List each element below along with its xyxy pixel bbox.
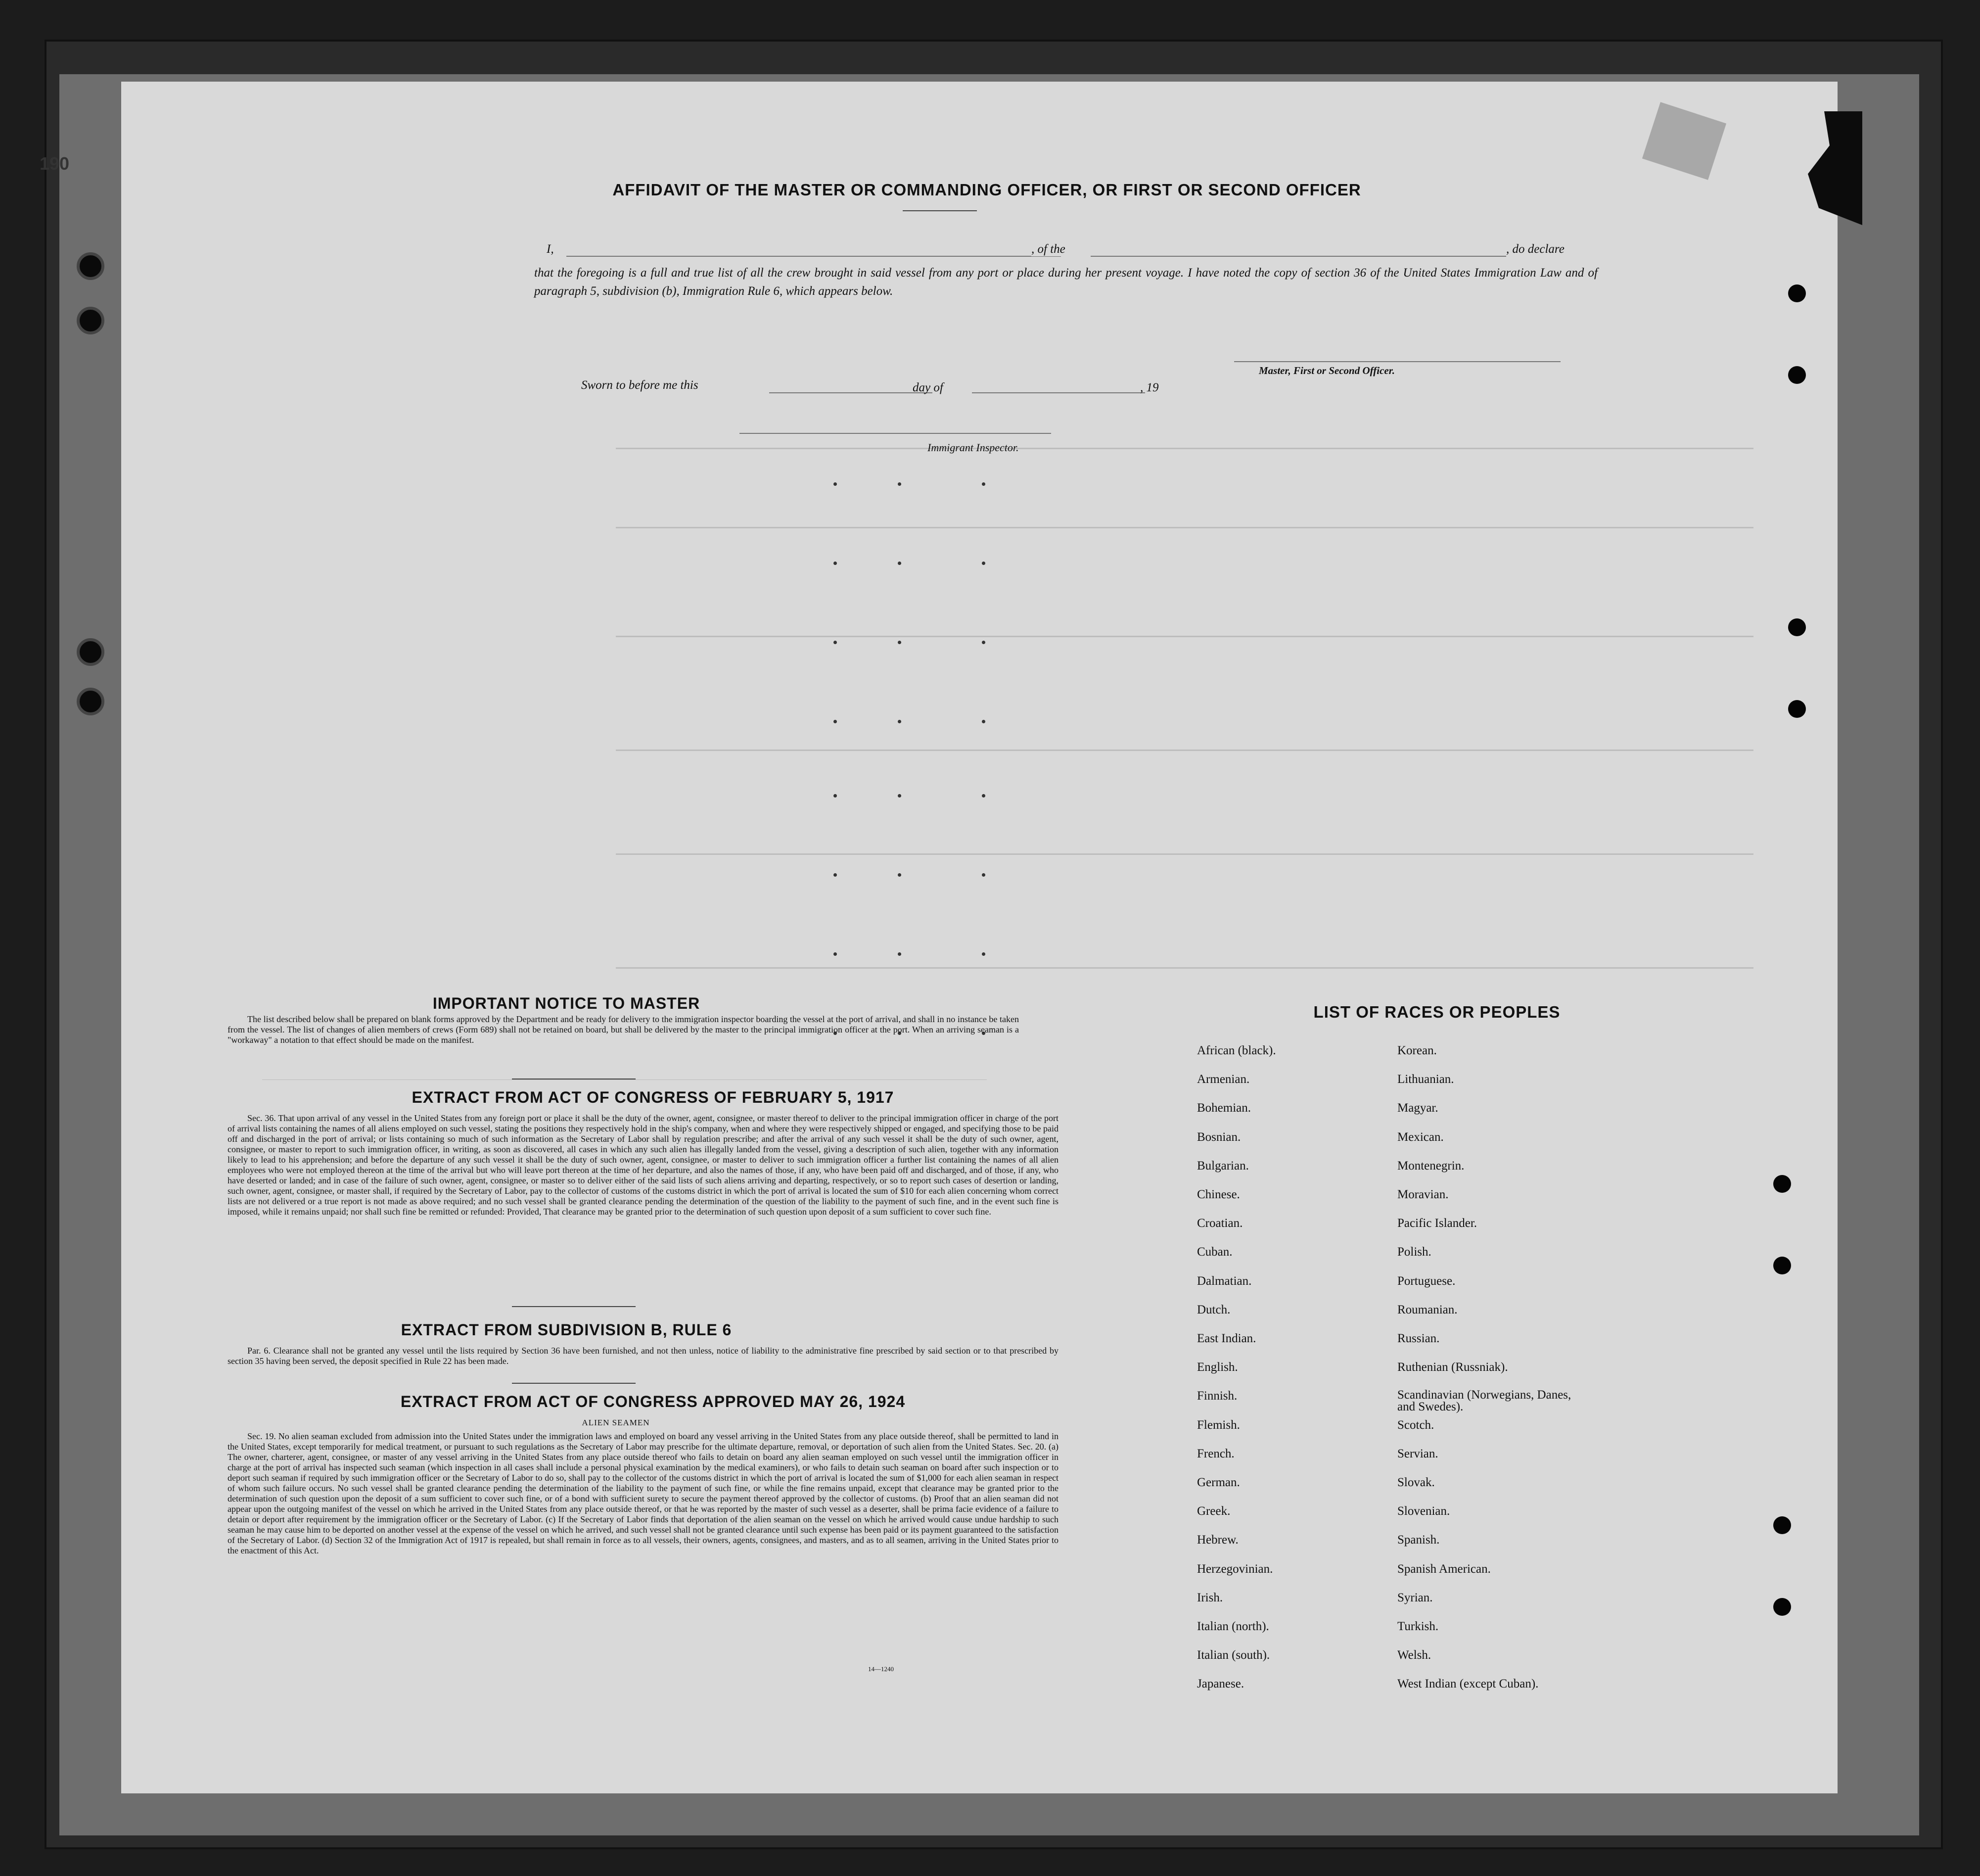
race-item: Herzegovinian. [1197, 1562, 1273, 1576]
race-item: Italian (north). [1197, 1620, 1269, 1633]
race-item: Turkish. [1397, 1620, 1439, 1633]
race-item: Japanese. [1197, 1677, 1244, 1691]
race-item: Finnish. [1197, 1389, 1238, 1403]
race-item: Spanish American. [1397, 1562, 1491, 1576]
race-item: Armenian. [1197, 1073, 1250, 1086]
torn-corner [1808, 111, 1862, 225]
race-item: Welsh. [1397, 1648, 1431, 1662]
divider [903, 210, 977, 211]
sworn-label: Sworn to before me this [581, 378, 698, 392]
inspector-label: Immigrant Inspector. [927, 441, 1019, 454]
punch-hole [1773, 1516, 1791, 1534]
form-number: 14—1240 [868, 1665, 894, 1673]
divider [512, 1306, 636, 1307]
bleed-through-line [616, 448, 1753, 449]
race-item: English. [1197, 1360, 1238, 1374]
race-item: Flemish. [1197, 1418, 1240, 1432]
rule6-text: Par. 6. Clearance shall not be granted any vessel until the lists required by Section 36 have been furnished, and not then unless, notice of liability to the administrative fine prescribed by said section or to that prescribed by section 35 having been served, the deposit specified in Rule 22 has been made. [228, 1346, 1059, 1366]
year-label: , 19 [1140, 381, 1159, 394]
race-item: Moravian. [1397, 1188, 1449, 1201]
race-item: Dalmatian. [1197, 1274, 1252, 1288]
race-item: Russian. [1397, 1332, 1440, 1345]
race-item: Bulgarian. [1197, 1159, 1249, 1172]
bleed-through-line [616, 636, 1753, 637]
punch-hole [1773, 1175, 1791, 1193]
race-item: German. [1197, 1476, 1240, 1489]
bleed-through-line [616, 750, 1753, 751]
race-item: African (black). [1197, 1044, 1276, 1057]
punch-hole [1788, 366, 1806, 384]
race-item: Dutch. [1197, 1303, 1231, 1316]
race-item: West Indian (except Cuban). [1397, 1677, 1539, 1691]
race-item: Hebrew. [1197, 1533, 1239, 1547]
race-item: Roumanian. [1397, 1303, 1458, 1316]
punch-hole [1773, 1257, 1791, 1274]
race-item: Greek. [1197, 1504, 1231, 1518]
punch-hole [1788, 700, 1806, 718]
race-item: Chinese. [1197, 1188, 1240, 1201]
binder-hole [77, 252, 104, 280]
race-item: French. [1197, 1447, 1235, 1460]
divider [512, 1383, 636, 1384]
inspector-signature-line [739, 433, 1051, 434]
race-item: Korean. [1397, 1044, 1437, 1057]
punch-hole [1788, 618, 1806, 636]
race-item: Slovenian. [1397, 1504, 1450, 1518]
race-item: Slovak. [1397, 1476, 1435, 1489]
race-item: Portuguese. [1397, 1274, 1456, 1288]
sworn-month-blank [972, 392, 1145, 393]
race-item: Syrian. [1397, 1591, 1433, 1604]
affidavit-declare: , do declare [1506, 242, 1565, 256]
race-item: Ruthenian (Russniak). [1397, 1360, 1508, 1374]
extract-1924-subtitle: ALIEN SEAMEN [582, 1418, 650, 1427]
race-item: Magyar. [1397, 1101, 1438, 1115]
race-item: East Indian. [1197, 1332, 1256, 1345]
binder-hole [77, 688, 104, 715]
bleed-through-line [616, 527, 1753, 528]
race-item: Cuban. [1197, 1245, 1233, 1259]
folded-corner [1642, 102, 1726, 180]
punch-hole [1788, 284, 1806, 302]
rule6-title: EXTRACT FROM SUBDIVISION B, RULE 6 [401, 1321, 732, 1339]
affidavit-i: I, [547, 242, 554, 256]
bleed-through-line [616, 853, 1753, 855]
page-fold-line [265, 1079, 987, 1080]
races-title: LIST OF RACES OR PEOPLES [1313, 1003, 1561, 1021]
race-item: Lithuanian. [1397, 1073, 1454, 1086]
punch-hole [1773, 1598, 1791, 1616]
affidavit-body: that the foregoing is a full and true list of all the crew brought in said vessel from any port or place during her present voyage. I have noted the copy of section 36 of the United States Immigration Law and of paragraph 5, subdivision (b), Immigration Rule 6, which appears below. [534, 266, 1598, 298]
race-item: Italian (south). [1197, 1648, 1270, 1662]
race-item: Bohemian. [1197, 1101, 1251, 1115]
binder-hole [77, 638, 104, 666]
race-item: Spanish. [1397, 1533, 1440, 1547]
affidavit-title: AFFIDAVIT OF THE MASTER OR COMMANDING OFFICER, OR FIRST OR SECOND OFFICER [612, 181, 1361, 199]
vessel-blank [1091, 256, 1506, 257]
extract-1924-title: EXTRACT FROM ACT OF CONGRESS APPROVED MAY 26, 1924 [400, 1393, 906, 1410]
side-stamp: 190 [40, 153, 70, 174]
form-page [121, 82, 1838, 1793]
race-item: Irish. [1197, 1591, 1223, 1604]
race-item: Bosnian. [1197, 1130, 1241, 1144]
race-item: Mexican. [1397, 1130, 1444, 1144]
race-item: Pacific Islander. [1397, 1217, 1477, 1230]
binder-hole [77, 307, 104, 334]
day-of-label: day of [913, 381, 943, 394]
notice-text: The list described below shall be prepared on blank forms approved by the Department and be ready for delivery to the immigration inspector boarding the vessel at the port of arrival, and shall in no instance be taken from the vessel. The list of changes of alien members of crews (Form 689) shall not be retained on board, but shall be delivered by the master to the principal immigration officer at the port. When an arriving seaman is a "workaway" a notation to that effect should be made on the manifest. [228, 1014, 1019, 1045]
race-item: Scotch. [1397, 1418, 1434, 1432]
race-item: Servian. [1397, 1447, 1438, 1460]
master-signature-line [1234, 361, 1561, 362]
name-blank [566, 256, 1061, 257]
sworn-day-blank [769, 392, 932, 393]
extract-1917-text: Sec. 36. That upon arrival of any vessel in the United States from any foreign port or place it shall be the duty of the owner, agent, consignee, or master thereof to deliver to the principal immigration officer in charge of the port of arrival lists containing the names of all aliens employed on such vessel, stating the positions they respectively hold in the ship's company, when and where they were respectively shipped or engaged, and specifying those to be paid off and discharged in the port of arrival; or lists containing so much of such information as the Secretary of Labor shall by regulation prescribe; and after the arrival of any such vessel it shall be the duty of such owner, agent, consignee, or master to report to such immigration officer, in writing, as soon as discovered, all cases in which any such alien has illegally landed from the vessel, giving a description of such alien, together with any information likely to lead to his apprehension; and before the departure of any such vessel it shall be the duty of such owner, agent, consignee, or master to deliver to such immigration officer a further list containing the names of all alien employees who were not employed thereon at the time of the arrival but who will leave port thereon at the time of her departure, and also the names of those, if any, who have been paid off and discharged, and of those, if any, who have deserted or landed; and in case of the failure of such owner, agent, consignee, or master so to deliver either of the said lists of such aliens arriving and departing, respectively, or so to report such cases of desertion or landing, such owner, agent, consignee, or master shall, if required by the Secretary of Labor, pay to the collector of customs of the customs district in which the port of arrival is located the sum of $10 for each alien concerning whom correct lists are not delivered or a true report is not made as above required; and no such vessel shall be granted clearance pending the determination of the question of the liability to the payment of such fine, and in the event such fine is imposed, while it remains unpaid; nor shall such fine be remitted or refunded: Provided, That clearance may be granted prior to the determination of such question upon deposit of a sum sufficient to cover such fine. [228, 1113, 1059, 1217]
notice-title: IMPORTANT NOTICE TO MASTER [432, 994, 700, 1012]
master-signature-label: Master, First or Second Officer. [1259, 365, 1395, 376]
race-item: Croatian. [1197, 1217, 1243, 1230]
affidavit-of-the: , of the [1031, 242, 1065, 256]
race-item: Montenegrin. [1397, 1159, 1465, 1172]
bleed-through-line [616, 967, 1753, 969]
race-item: Scandinavian (Norwegians, Danes, and Swedes). [1397, 1388, 1571, 1414]
race-item: Polish. [1397, 1245, 1431, 1259]
extract-1917-title: EXTRACT FROM ACT OF CONGRESS OF FEBRUARY 5, 1917 [412, 1088, 894, 1106]
extract-1924-text: Sec. 19. No alien seaman excluded from admission into the United States under the immigration laws and employed on board any vessel arriving in the United States from any place outside thereof, shall be permitted to land in the United States, except temporarily for medical treatment, or pursuant to such regulations as the Secretary of Labor may prescribe for the ultimate departure, removal, or deportation of such alien from the United States. Sec. 20. (a) The owner, charterer, agent, consignee, or master of any vessel arriving in the United States from any place outside thereof who fails to detain on board any alien seaman employed on such vessel until the immigration officer in charge at the port of arrival has inspected such seaman (which inspection in all cases shall include a personal physical examination by the medical examiners), or who fails to detain such seaman on board after such inspection or to deport such seaman if required by such immigration officer or the Secretary of Labor to do so, shall pay to the collector of the customs district in which the port of arrival is located the sum of $1,000 for each alien seaman in respect of whom such failure occurs. No such vessel shall be granted clearance pending the determination of the liability to the payment of such fine, or while the fine remains unpaid, except that clearance may be granted prior to the determination of such question upon the deposit of a sum sufficient to cover such fine, or of a bond with sufficient surety to secure the payment thereof approved by the collector of customs. (b) Proof that an alien seaman did not appear upon the outgoing manifest of the vessel on which he arrived in the United States from any place outside thereof, or that he was reported by the master of such vessel as a deserter, shall be prima facie evidence of a failure to detain or deport after requirement by the immigration officer or the Secretary of Labor. (c) If the Secretary of Labor finds that deportation of the alien seaman on the vessel on which he arrived would cause undue hardship to such seaman he may cause him to be deported on another vessel at the expense of the vessel on which he arrived, and such vessel shall not be granted clearance until such expense has been paid or its payment guaranteed to the satisfaction of the Secretary of Labor. (d) Section 32 of the Immigration Act of 1917 is repealed, but shall remain in force as to all vessels, their owners, agents, consignees, and masters, and as to all seamen, arriving in the United States prior to the enactment of this Act. [228, 1431, 1059, 1555]
